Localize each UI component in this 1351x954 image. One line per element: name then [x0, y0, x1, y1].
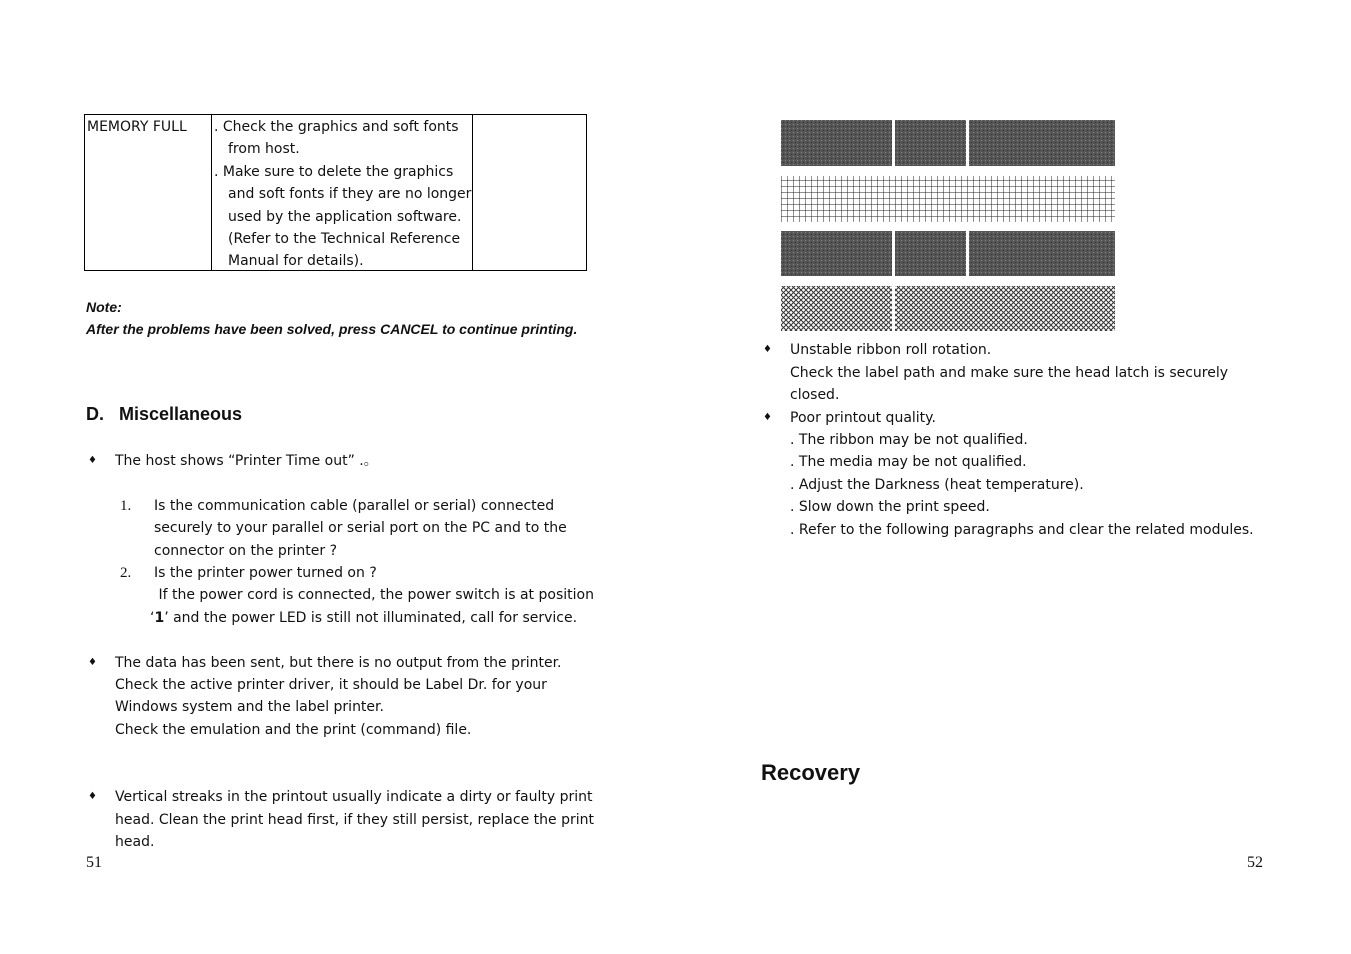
- sub-item-line: Is the printer power turned on ?: [154, 565, 377, 581]
- bullet-icon: ♦: [763, 412, 772, 423]
- misc-item-line: head.: [115, 834, 155, 850]
- issue-line: . The ribbon may be not qualified.: [790, 432, 1028, 448]
- sub-item-line: If the power cord is connected, the power switch is at position: [154, 587, 594, 603]
- sub-item-line: [150, 607, 577, 630]
- issue-line: . Adjust the Darkness (heat temperature).: [790, 477, 1084, 493]
- remedy-line: used by the application software.: [228, 209, 462, 225]
- issue-line: closed.: [790, 387, 840, 403]
- issue-line: . Slow down the print speed.: [790, 499, 990, 515]
- misc-item-line: Windows system and the label printer.: [115, 699, 384, 715]
- page-number-left: 51: [86, 854, 102, 871]
- bullet-icon: ♦: [88, 455, 97, 466]
- misc-item-line: Check the active printer driver, it should be Label Dr. for your: [115, 677, 547, 693]
- section-heading: D. Miscellaneous: [86, 404, 243, 424]
- recovery-heading: Recovery: [761, 760, 861, 785]
- issue-line: . The media may be not qualified.: [790, 454, 1027, 470]
- misc-item-line: Check the emulation and the print (command) file.: [115, 722, 472, 738]
- sub-item-line: Is the communication cable (parallel or serial) connected: [154, 498, 555, 514]
- note-text: After the problems have been solved, press CANCEL to continue printing.: [86, 321, 578, 337]
- quote-open: ‘: [150, 610, 155, 626]
- issue-title: Unstable ribbon roll rotation.: [790, 342, 992, 358]
- issue-line: Check the label path and make sure the head latch is securely: [790, 365, 1229, 381]
- remedy-line: . Make sure to delete the graphics: [214, 164, 454, 180]
- sample-band-solid-2: [781, 231, 1115, 276]
- issue-line: . Refer to the following paragraphs and clear the related modules.: [790, 522, 1254, 538]
- misc-item-line: Vertical streaks in the printout usually indicate a dirty or faulty print: [115, 789, 593, 805]
- remedy-line: and soft fonts if they are no longer: [228, 186, 472, 202]
- position-value: 1: [154, 610, 165, 626]
- bullet-icon: ♦: [88, 657, 97, 668]
- sub-item-number: 1.: [120, 498, 132, 514]
- remedy-line: (Refer to the Technical Reference: [228, 231, 461, 247]
- sample-band-grid: [781, 176, 1115, 222]
- bullet-icon: ♦: [763, 344, 772, 355]
- misc-item-host-timeout: The host shows “Printer Time out” .。: [115, 453, 378, 469]
- misc-item-line: The data has been sent, but there is no output from the printer.: [115, 655, 562, 671]
- printout-samples-image: [781, 120, 1115, 332]
- error-name: MEMORY FULL: [87, 119, 187, 135]
- error-name-cell: [85, 115, 212, 270]
- sub-item-line: connector on the printer ?: [154, 543, 338, 559]
- remedy-line: . Check the graphics and soft fonts: [214, 119, 459, 135]
- error-table: [84, 114, 587, 271]
- misc-item-line: head. Clean the print head first, if they still persist, replace the print: [115, 812, 594, 828]
- remedy-line: Manual for details).: [228, 253, 364, 269]
- remedy-line: from host.: [228, 141, 300, 157]
- sub-item-line: securely to your parallel or serial port on the PC and to the: [154, 520, 567, 536]
- sub-item-text: ’ and the power LED is still not illuminated, call for service.: [164, 610, 578, 626]
- sample-band-crosshatch: [781, 286, 1115, 331]
- error-remedy-cell: [212, 115, 473, 270]
- issue-title: Poor printout quality.: [790, 410, 936, 426]
- sub-item-number: 2.: [120, 565, 132, 581]
- sample-band-solid-1: [781, 120, 1115, 166]
- bullet-icon: ♦: [88, 791, 97, 802]
- note-label: Note:: [86, 299, 122, 315]
- page-number-right: 52: [1247, 854, 1263, 871]
